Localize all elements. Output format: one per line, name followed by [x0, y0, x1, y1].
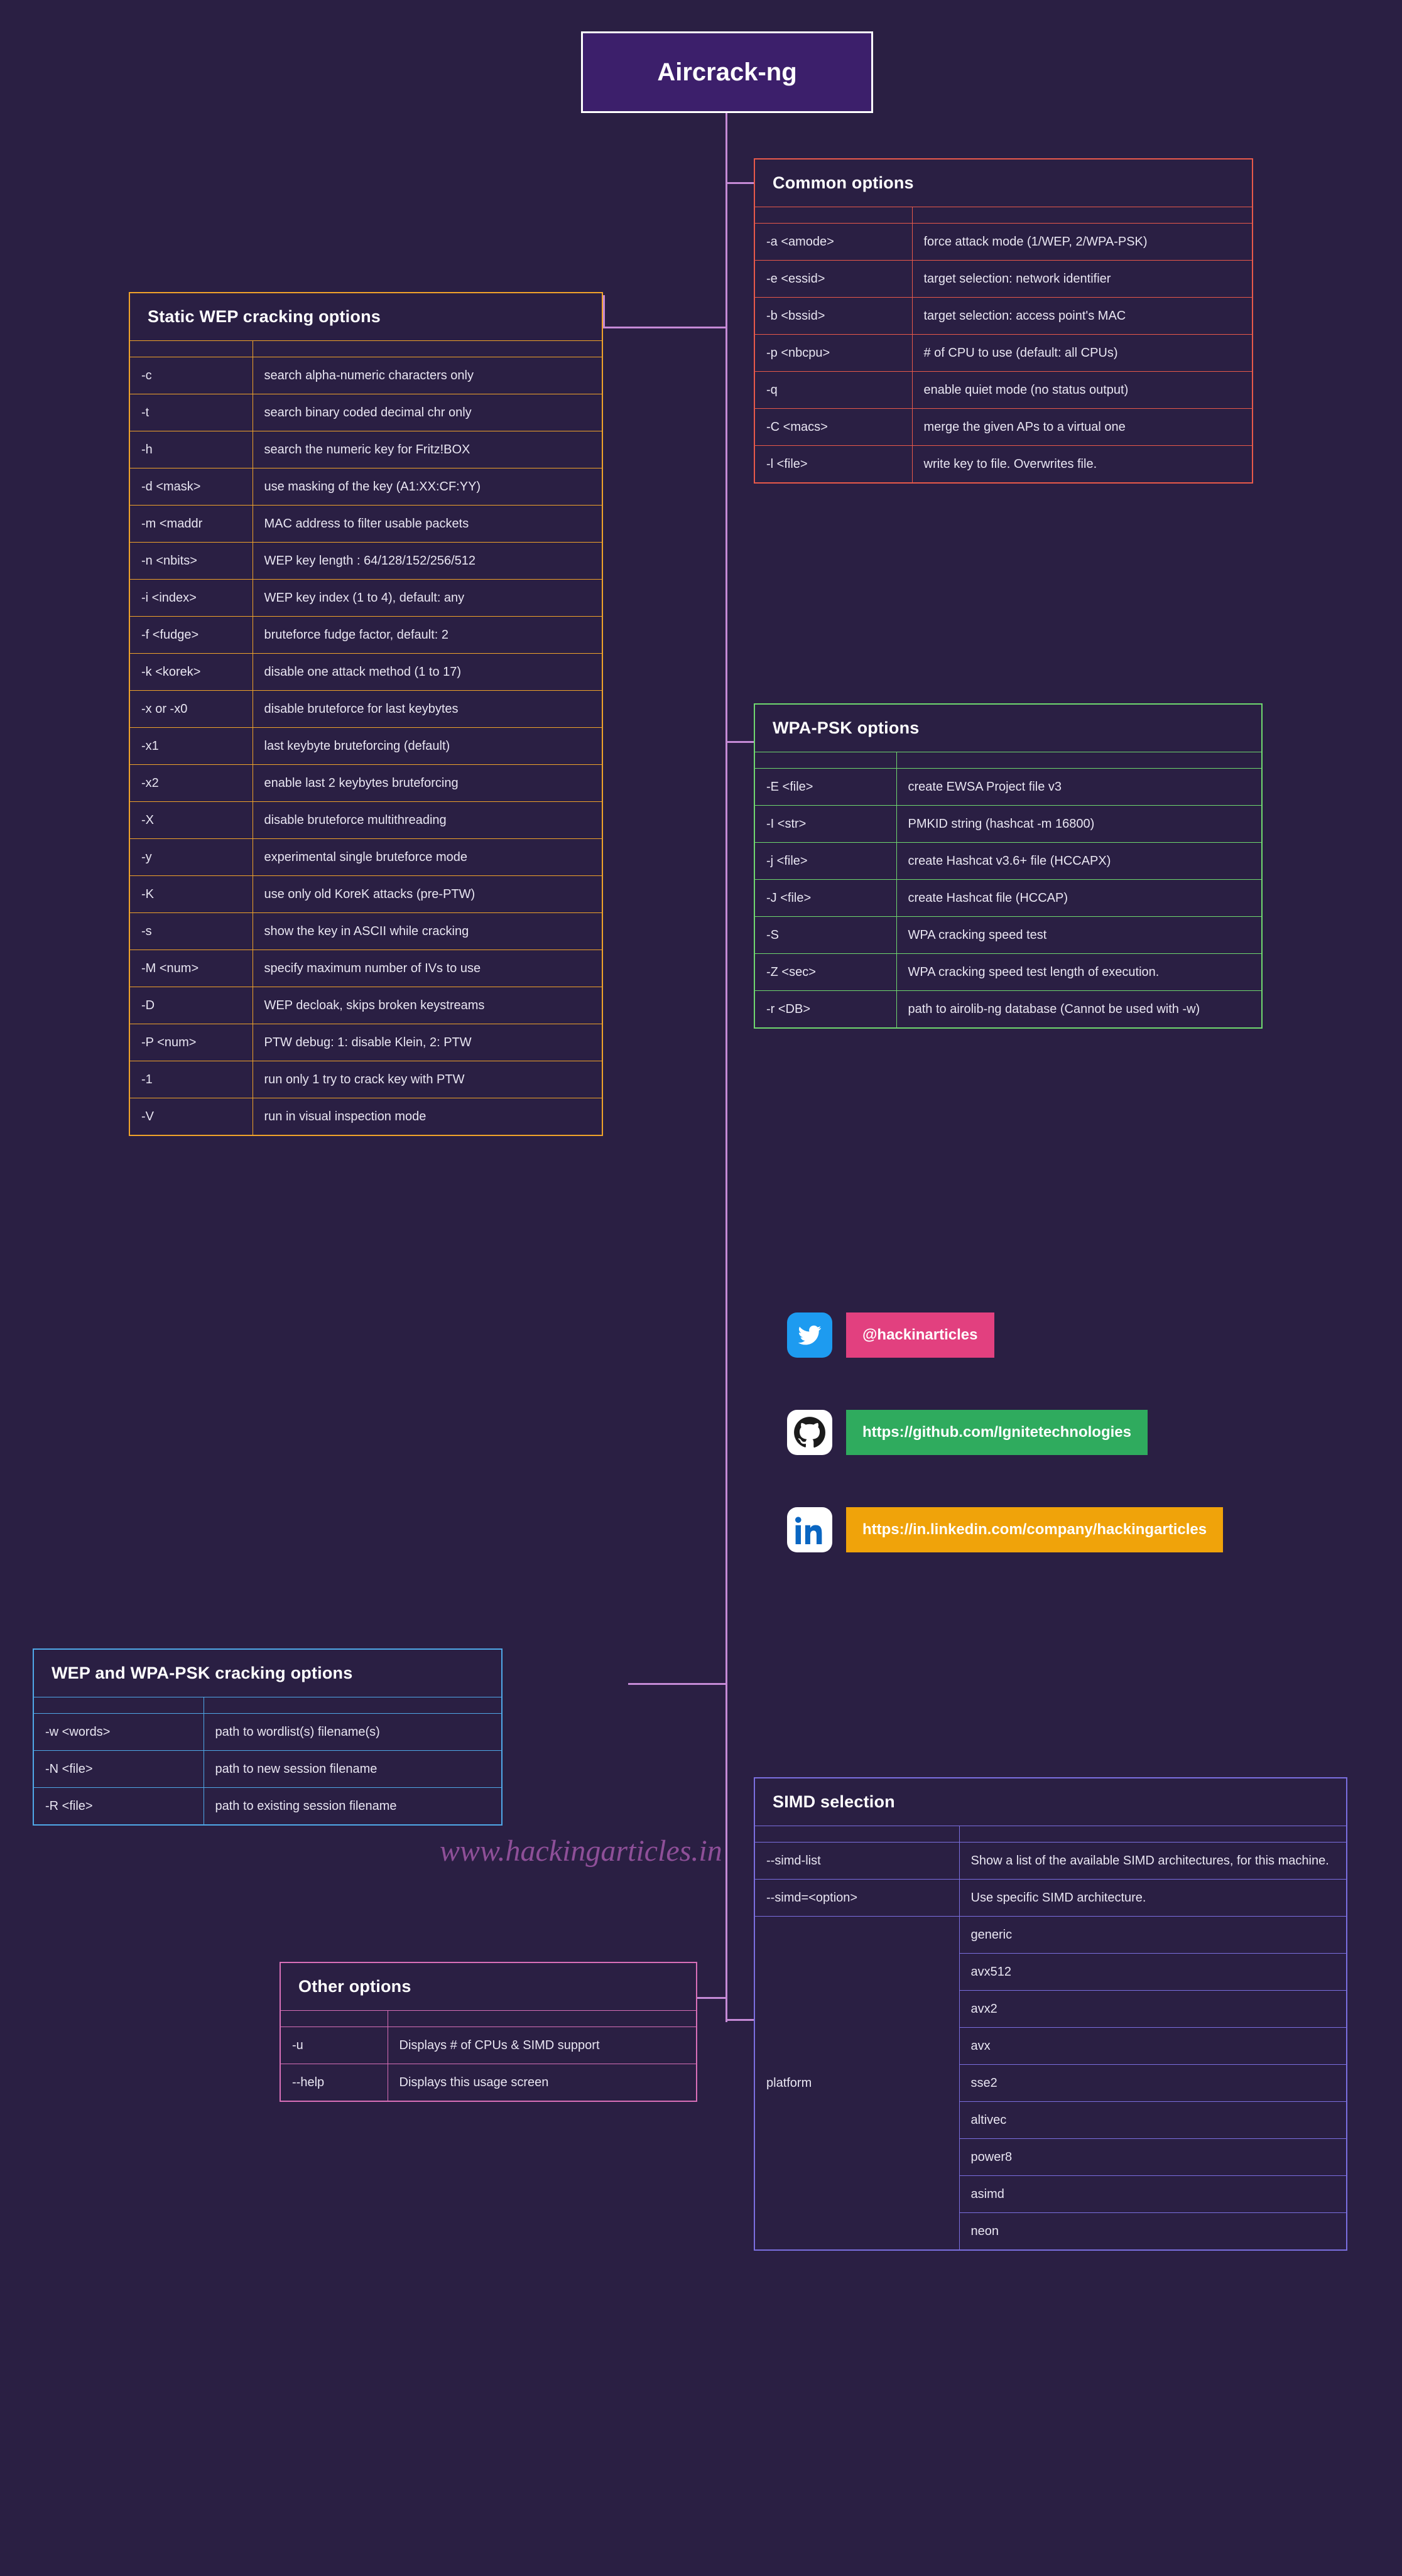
- table-row: [130, 506, 602, 543]
- table-row: [34, 1751, 501, 1788]
- option-desc: target selection: network identifier: [912, 261, 1252, 298]
- option-flag: -R <file>: [34, 1788, 204, 1825]
- connector-to-staticwep: [603, 327, 726, 328]
- option-flag: -x or -x0: [130, 691, 253, 728]
- option-desc: path to existing session filename: [204, 1788, 501, 1825]
- card-common-options-title: Common options: [773, 173, 914, 192]
- option-desc: create Hashcat v3.6+ file (HCCAPX): [896, 843, 1261, 880]
- platform-option: power8: [959, 2139, 1346, 2176]
- option-desc: use masking of the key (A1:XX:CF:YY): [253, 468, 602, 506]
- option-flag: -q: [755, 372, 912, 409]
- option-flag: -s: [130, 913, 253, 950]
- spacer-cell: [959, 1826, 1346, 1843]
- table-row: [130, 802, 602, 839]
- spacer-cell: [755, 207, 912, 224]
- table-row: [755, 224, 1252, 261]
- wpa-psk-options-table: [755, 752, 1261, 1027]
- option-flag: -p <nbcpu>: [755, 335, 912, 372]
- platform-option: avx2: [959, 1991, 1346, 2028]
- option-flag: -1: [130, 1061, 253, 1098]
- table-row: [130, 580, 602, 617]
- option-desc: WPA cracking speed test: [896, 917, 1261, 954]
- connector-to-common: [725, 182, 757, 184]
- option-flag: -u: [281, 2027, 388, 2064]
- linkedin-icon[interactable]: [787, 1507, 832, 1552]
- option-flag: -K: [130, 876, 253, 913]
- table-row: [130, 839, 602, 876]
- table-row: [130, 468, 602, 506]
- wep-wpa-options-table: [34, 1697, 501, 1824]
- option-flag: --simd=<option>: [755, 1880, 959, 1917]
- table-row: [755, 261, 1252, 298]
- platform-option: neon: [959, 2213, 1346, 2250]
- table-row: [130, 357, 602, 394]
- card-simd-selection-title: SIMD selection: [773, 1792, 895, 1811]
- spacer-cell: [896, 752, 1261, 769]
- table-row: [130, 1061, 602, 1098]
- table-row: [130, 913, 602, 950]
- option-flag: -w <words>: [34, 1714, 204, 1751]
- option-desc: force attack mode (1/WEP, 2/WPA-PSK): [912, 224, 1252, 261]
- table-row: [755, 880, 1261, 917]
- option-flag: --simd-list: [755, 1843, 959, 1880]
- table-row: [755, 1917, 1346, 1954]
- option-desc: merge the given APs to a virtual one: [912, 409, 1252, 446]
- spacer-cell: [388, 2011, 696, 2027]
- table-row: [755, 1880, 1346, 1917]
- option-flag: -P <num>: [130, 1024, 253, 1061]
- card-static-wep-options-title: Static WEP cracking options: [148, 307, 381, 326]
- option-flag: -r <DB>: [755, 991, 896, 1028]
- table-row: [130, 1024, 602, 1061]
- option-desc: path to wordlist(s) filename(s): [204, 1714, 501, 1751]
- table-row: [755, 446, 1252, 483]
- option-desc: Use specific SIMD architecture.: [959, 1880, 1346, 1917]
- spacer-cell: [253, 341, 602, 357]
- twitter-handle-pill[interactable]: @hackinarticles: [846, 1312, 994, 1358]
- option-desc: path to airolib-ng database (Cannot be used with -w): [896, 991, 1261, 1028]
- option-flag: -i <index>: [130, 580, 253, 617]
- table-row: [755, 917, 1261, 954]
- option-desc: WPA cracking speed test length of execution.: [896, 954, 1261, 991]
- connector-staticwep-drop: [603, 295, 605, 328]
- table-row: [130, 728, 602, 765]
- option-desc: use only old KoreK attacks (pre-PTW): [253, 876, 602, 913]
- root-node[interactable]: [581, 31, 873, 113]
- card-wpa-psk-options-title: WPA-PSK options: [773, 718, 920, 737]
- table-row: [130, 654, 602, 691]
- card-simd-selection: [754, 1777, 1347, 2251]
- option-desc: disable one attack method (1 to 17): [253, 654, 602, 691]
- table-row: [755, 769, 1261, 806]
- option-flag: -k <korek>: [130, 654, 253, 691]
- spacer-cell: [204, 1697, 501, 1714]
- table-row: [130, 617, 602, 654]
- table-row: [755, 335, 1252, 372]
- option-desc: Displays this usage screen: [388, 2064, 696, 2101]
- common-options-table: [755, 207, 1252, 482]
- table-row: [130, 987, 602, 1024]
- table-row: [755, 806, 1261, 843]
- spacer-cell: [912, 207, 1252, 224]
- option-desc: path to new session filename: [204, 1751, 501, 1788]
- option-flag: -e <essid>: [755, 261, 912, 298]
- card-static-wep-options: [129, 292, 603, 1136]
- table-row: [130, 431, 602, 468]
- option-flag: -y: [130, 839, 253, 876]
- option-desc: WEP key index (1 to 4), default: any: [253, 580, 602, 617]
- social-row-github: [787, 1410, 1148, 1455]
- table-row: [130, 1098, 602, 1135]
- option-flag: -h: [130, 431, 253, 468]
- card-common-options: [754, 158, 1253, 484]
- option-flag: -M <num>: [130, 950, 253, 987]
- card-wep-and-wpa-psk-options: [33, 1648, 503, 1826]
- table-row: [281, 2027, 696, 2064]
- table-row: [34, 1714, 501, 1751]
- option-flag: -V: [130, 1098, 253, 1135]
- option-desc: PMKID string (hashcat -m 16800): [896, 806, 1261, 843]
- option-desc: PTW debug: 1: disable Klein, 2: PTW: [253, 1024, 602, 1061]
- table-row: [755, 991, 1261, 1028]
- option-desc: WEP decloak, skips broken keystreams: [253, 987, 602, 1024]
- table-row: [130, 394, 602, 431]
- twitter-icon[interactable]: [787, 1312, 832, 1358]
- option-desc: Displays # of CPUs & SIMD support: [388, 2027, 696, 2064]
- option-flag: -l <file>: [755, 446, 912, 483]
- other-options-table: [281, 2010, 696, 2101]
- option-desc: experimental single bruteforce mode: [253, 839, 602, 876]
- table-row: [130, 950, 602, 987]
- spacer-cell: [281, 2011, 388, 2027]
- platform-label: platform: [755, 1917, 959, 2250]
- connector-to-simd: [725, 2019, 754, 2021]
- spacer-cell: [34, 1697, 204, 1714]
- platform-option: avx512: [959, 1954, 1346, 1991]
- table-row: [130, 765, 602, 802]
- option-desc: run only 1 try to crack key with PTW: [253, 1061, 602, 1098]
- connector-to-wepwpa: [628, 1683, 726, 1685]
- option-desc: WEP key length : 64/128/152/256/512: [253, 543, 602, 580]
- table-row: [755, 372, 1252, 409]
- table-row: [755, 843, 1261, 880]
- option-flag: -c: [130, 357, 253, 394]
- table-row: [130, 691, 602, 728]
- platform-option: sse2: [959, 2065, 1346, 2102]
- option-desc: search binary coded decimal chr only: [253, 394, 602, 431]
- table-row: [34, 1788, 501, 1825]
- option-desc: target selection: access point's MAC: [912, 298, 1252, 335]
- option-flag: -I <str>: [755, 806, 896, 843]
- option-desc: run in visual inspection mode: [253, 1098, 602, 1135]
- option-flag: -S: [755, 917, 896, 954]
- option-flag: -x1: [130, 728, 253, 765]
- table-row: [281, 2064, 696, 2101]
- option-desc: create EWSA Project file v3: [896, 769, 1261, 806]
- option-flag: -m <maddr: [130, 506, 253, 543]
- watermark: www.hackingarticles.in: [440, 1834, 722, 1868]
- spacer-cell: [130, 341, 253, 357]
- option-desc: show the key in ASCII while cracking: [253, 913, 602, 950]
- option-desc: disable bruteforce for last keybytes: [253, 691, 602, 728]
- option-desc: MAC address to filter usable packets: [253, 506, 602, 543]
- option-flag: -C <macs>: [755, 409, 912, 446]
- simd-selection-table: [755, 1826, 1346, 2249]
- option-flag: -D: [130, 987, 253, 1024]
- root-label: Aircrack-ng: [657, 58, 797, 86]
- option-flag: -d <mask>: [130, 468, 253, 506]
- option-desc: search the numeric key for Fritz!BOX: [253, 431, 602, 468]
- spacer-cell: [755, 752, 896, 769]
- static-wep-options-table: [130, 340, 602, 1135]
- social-row-linkedin: [787, 1507, 1223, 1552]
- github-url-pill[interactable]: https://github.com/Ignitetechnologies: [846, 1410, 1148, 1455]
- option-desc: search alpha-numeric characters only: [253, 357, 602, 394]
- option-flag: -f <fudge>: [130, 617, 253, 654]
- option-desc: enable quiet mode (no status output): [912, 372, 1252, 409]
- option-flag: --help: [281, 2064, 388, 2101]
- card-wpa-psk-options: [754, 703, 1263, 1029]
- spacer-cell: [755, 1826, 959, 1843]
- card-other-options-title: Other options: [298, 1977, 411, 1996]
- option-flag: -j <file>: [755, 843, 896, 880]
- option-desc: write key to file. Overwrites file.: [912, 446, 1252, 483]
- option-flag: -b <bssid>: [755, 298, 912, 335]
- social-row-twitter: [787, 1312, 994, 1358]
- table-row: [755, 954, 1261, 991]
- platform-option: generic: [959, 1917, 1346, 1954]
- option-flag: -x2: [130, 765, 253, 802]
- platform-option: asimd: [959, 2176, 1346, 2213]
- table-row: [755, 409, 1252, 446]
- option-desc: enable last 2 keybytes bruteforcing: [253, 765, 602, 802]
- option-flag: -E <file>: [755, 769, 896, 806]
- option-desc: specify maximum number of IVs to use: [253, 950, 602, 987]
- card-wep-and-wpa-psk-options-title: WEP and WPA-PSK cracking options: [52, 1664, 353, 1682]
- table-row: [130, 543, 602, 580]
- card-other-options: [280, 1962, 697, 2102]
- connector-to-other: [696, 1997, 726, 1999]
- option-desc: disable bruteforce multithreading: [253, 802, 602, 839]
- option-flag: -Z <sec>: [755, 954, 896, 991]
- option-desc: bruteforce fudge factor, default: 2: [253, 617, 602, 654]
- option-flag: -N <file>: [34, 1751, 204, 1788]
- option-flag: -t: [130, 394, 253, 431]
- option-desc: Show a list of the available SIMD architectures, for this machine.: [959, 1843, 1346, 1880]
- connector-to-wpa: [725, 741, 757, 743]
- option-flag: -a <amode>: [755, 224, 912, 261]
- option-flag: -X: [130, 802, 253, 839]
- table-row: [130, 876, 602, 913]
- option-desc: # of CPU to use (default: all CPUs): [912, 335, 1252, 372]
- platform-option: avx: [959, 2028, 1346, 2065]
- option-desc: last keybyte bruteforcing (default): [253, 728, 602, 765]
- option-desc: create Hashcat file (HCCAP): [896, 880, 1261, 917]
- linkedin-url-pill[interactable]: https://in.linkedin.com/company/hackingarticles: [846, 1507, 1223, 1552]
- option-flag: -n <nbits>: [130, 543, 253, 580]
- option-flag: -J <file>: [755, 880, 896, 917]
- table-row: [755, 298, 1252, 335]
- connector-root-trunk: [725, 113, 727, 2022]
- github-icon[interactable]: [787, 1410, 832, 1455]
- platform-option: altivec: [959, 2102, 1346, 2139]
- table-row: [755, 1843, 1346, 1880]
